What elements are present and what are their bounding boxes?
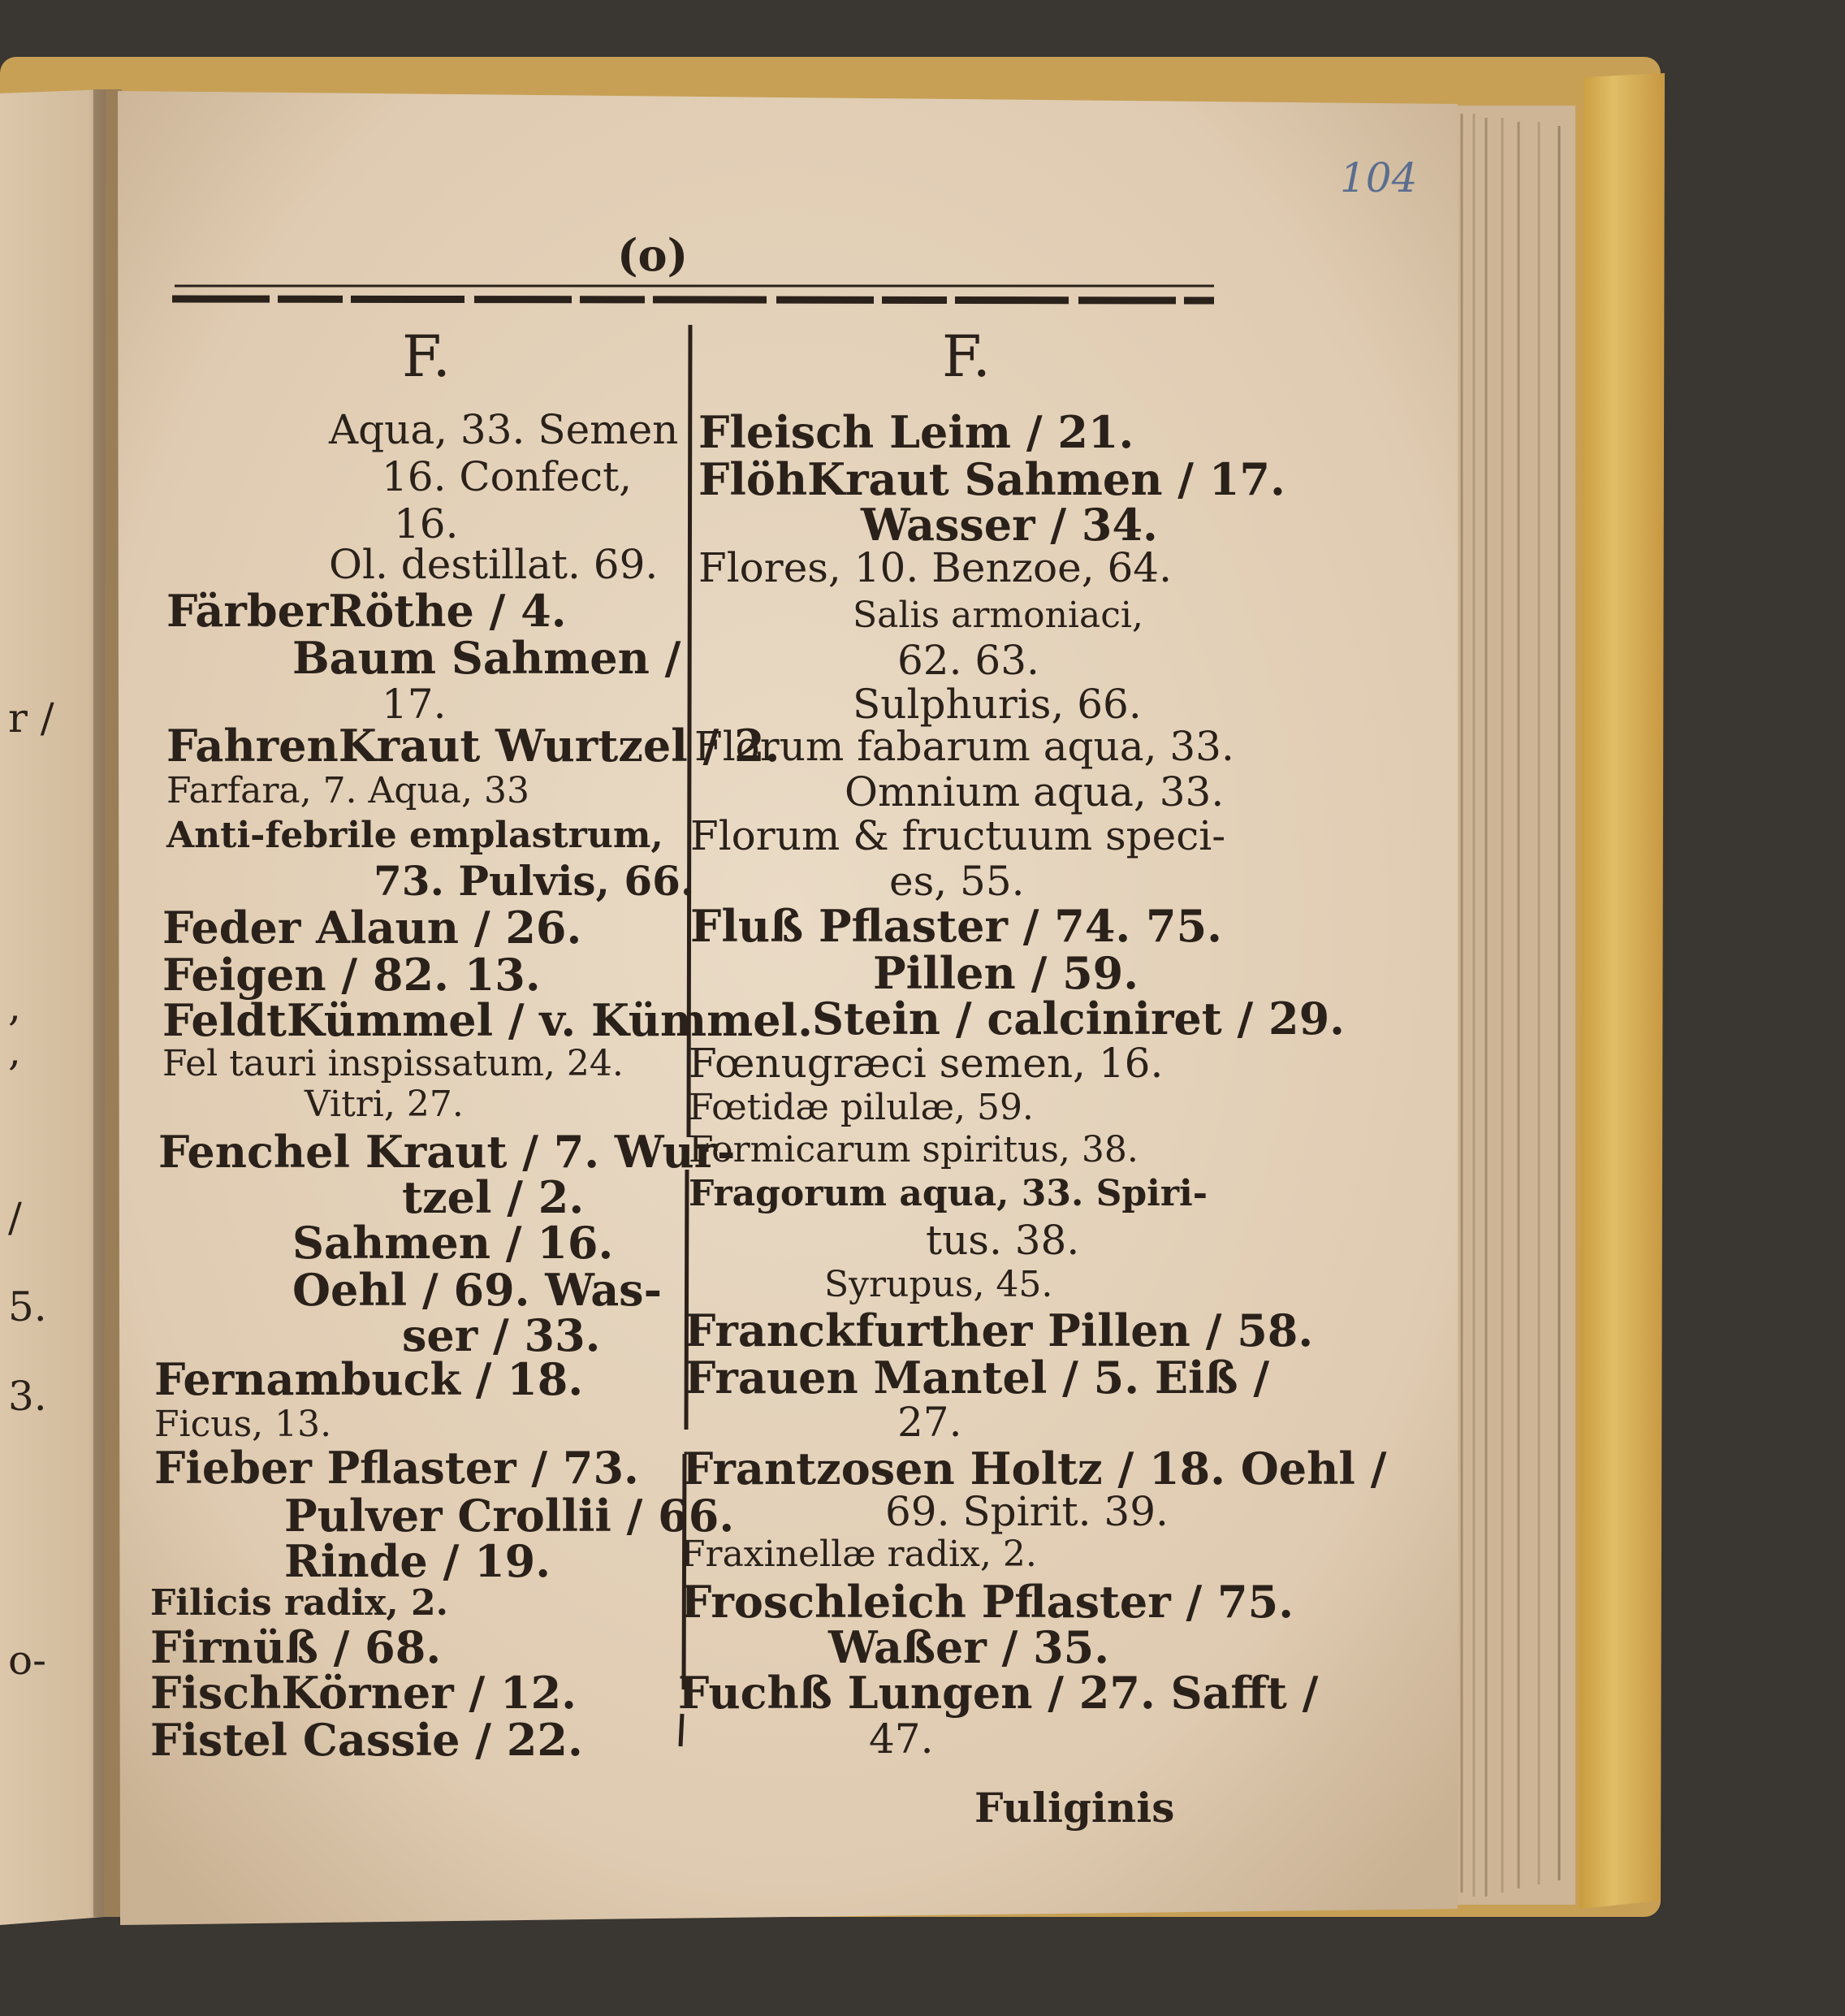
index-entry: Anti-febrile emplastrum,	[166, 815, 663, 856]
index-entry: Feder Alaun / 26.	[162, 902, 582, 954]
index-entry: 62. 63.	[897, 637, 1039, 684]
index-entry: FlöhKraut Sahmen / 17.	[698, 453, 1285, 505]
index-entry: Feigen / 82. 13.	[162, 949, 541, 1001]
index-entry: 16.	[394, 500, 459, 547]
index-entry: Oehl / 69. Was-	[292, 1264, 662, 1316]
page-edges	[1454, 106, 1575, 1905]
index-entry: Flores, 10. Benzoe, 64.	[698, 544, 1173, 591]
index-entry: Pillen / 59.	[873, 947, 1139, 999]
index-entry: Salis armoniaci,	[853, 595, 1143, 636]
index-entry: Waßer / 35.	[828, 1621, 1110, 1673]
prev-page-fragment: ,	[8, 1027, 21, 1075]
index-entry: 17.	[382, 681, 447, 728]
index-entry: Vitri, 27.	[305, 1084, 464, 1125]
index-entry: FärberRöthe / 4.	[166, 585, 567, 637]
index-entry: Fernambuck / 18.	[154, 1353, 584, 1405]
index-entry: Syrupus, 45.	[824, 1264, 1053, 1305]
prev-page-fragment: o-	[8, 1637, 46, 1684]
index-entry: Aqua, 33. Semen	[329, 406, 679, 453]
index-entry: 16. Confect,	[382, 453, 633, 500]
catchword: Fuliginis	[974, 1784, 1175, 1832]
index-entry: FeldtKümmel / v. Kümmel.	[162, 994, 813, 1046]
index-entry: Stein / calciniret / 29.	[812, 993, 1345, 1045]
index-entry: 73. Pulvis, 66.	[374, 857, 695, 905]
index-entry: FahrenKraut Wurtzel / 2.	[166, 720, 780, 772]
index-entry: Frauen Mantel / 5. Eiß /	[685, 1352, 1270, 1404]
index-entry: Omnium aqua, 33.	[845, 768, 1225, 815]
index-entry: Firnüß / 68.	[150, 1621, 442, 1673]
index-entry: 47.	[869, 1715, 934, 1763]
index-entry: Pulver Crollii / 66.	[284, 1490, 735, 1542]
index-entry: Fœtidæ pilulæ, 59.	[689, 1087, 1034, 1128]
index-entry: Fœnugræci semen, 16.	[689, 1040, 1164, 1087]
index-entry: Fistel Cassie / 22.	[150, 1714, 583, 1766]
index-entry: FischKörner / 12.	[150, 1667, 577, 1719]
index-entry: Sahmen / 16.	[292, 1217, 614, 1269]
index-entry: Ficus, 13.	[154, 1404, 332, 1445]
left-letter-heading: F.	[402, 323, 451, 390]
index-entry: Fieber Pflaster / 73.	[154, 1442, 639, 1494]
index-entry: Fel tauri inspissatum, 24.	[162, 1043, 624, 1084]
index-entry: 69. Spirit. 39.	[885, 1488, 1169, 1535]
gutter	[93, 89, 122, 1917]
index-entry: Franckfurther Pillen / 58.	[685, 1304, 1314, 1356]
index-entry: Frantzosen Holtz / 18. Oehl /	[682, 1443, 1387, 1495]
prev-page-fragment: ,	[8, 983, 21, 1030]
pencil-note: 104	[1340, 154, 1418, 201]
index-entry: ser / 33.	[402, 1309, 601, 1361]
index-entry: Baum Sahmen /	[292, 632, 681, 684]
index-entry: tus. 38.	[926, 1217, 1080, 1264]
index-entry: Fragorum aqua, 33. Spiri-	[689, 1173, 1208, 1214]
index-entry: Wasser / 34.	[861, 499, 1158, 551]
prev-page-fragment: 3.	[8, 1373, 47, 1420]
index-entry: Fenchel Kraut / 7. Wur-	[158, 1126, 736, 1178]
index-entry: Froschleich Pflaster / 75.	[681, 1576, 1294, 1628]
index-entry: Sulphuris, 66.	[853, 681, 1142, 728]
header-rule	[172, 299, 1214, 301]
index-entry: Fraxinellæ radix, 2.	[681, 1534, 1037, 1575]
index-entry: Filicis radix, 2.	[150, 1582, 448, 1624]
prev-page-fragment: 5.	[8, 1283, 47, 1330]
right-letter-heading: F.	[942, 323, 991, 390]
index-entry: 27.	[897, 1399, 962, 1446]
index-entry: Fleisch Leim / 21.	[698, 406, 1134, 458]
prev-page-fragment: /	[8, 1194, 22, 1241]
index-entry: Fuchß Lungen / 27. Safft /	[678, 1667, 1319, 1719]
index-entry: Florum fabarum aqua, 33.	[694, 723, 1234, 770]
index-entry: Formicarum spiritus, 38.	[689, 1129, 1139, 1170]
index-entry: Fluß Pflaster / 74. 75.	[690, 900, 1222, 952]
page-header: (o)	[617, 229, 689, 281]
prev-page-fragment: r /	[8, 694, 54, 742]
index-entry: Rinde / 19.	[284, 1535, 551, 1587]
index-entry: Farfara, 7. Aqua, 33	[166, 770, 530, 811]
index-entry: es, 55.	[889, 858, 1025, 905]
index-entry: Florum & fructuum speci-	[690, 812, 1226, 859]
index-entry: tzel / 2.	[402, 1171, 585, 1223]
index-entry: Ol. destillat. 69.	[329, 541, 659, 588]
